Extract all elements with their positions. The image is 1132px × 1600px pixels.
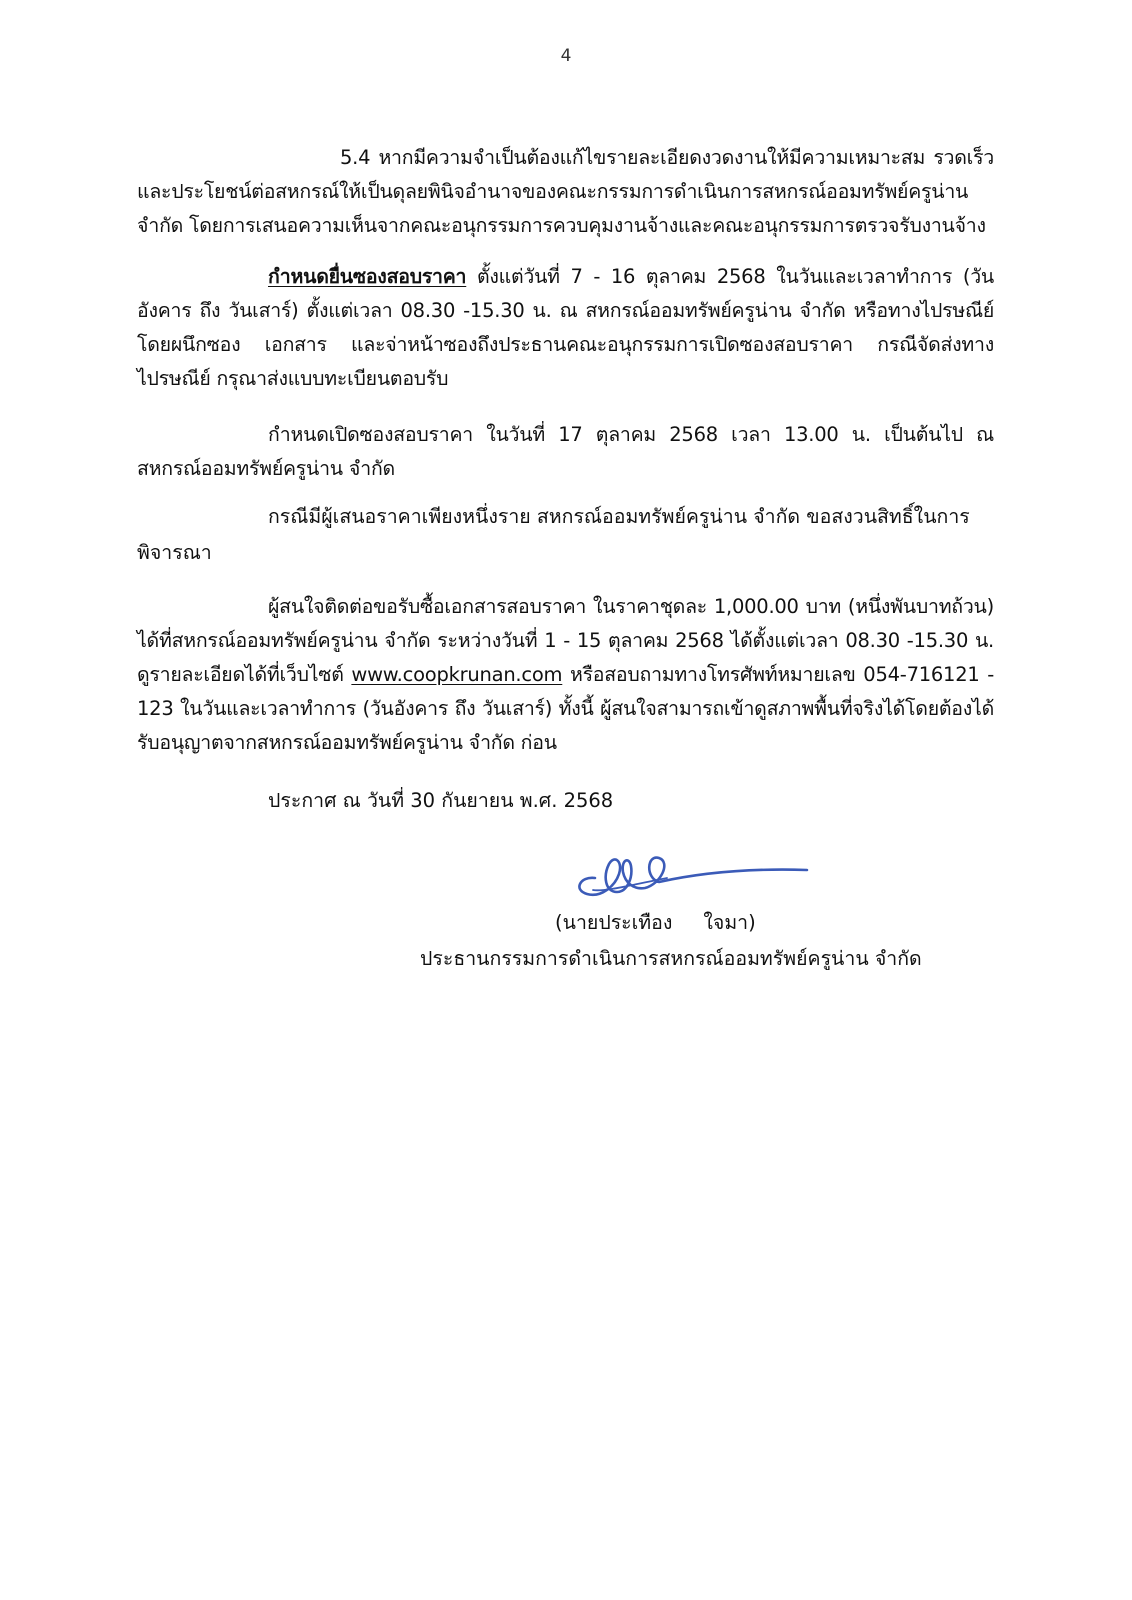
announcement-date: ประกาศ ณ วันที่ 30 กันยายน พ.ศ. 2568 xyxy=(268,789,614,812)
contact-paragraph xyxy=(137,590,994,760)
contact-text-before: ผู้สนใจติดต่อขอรับซื้อเอกสารสอบราคา ในราคาชุดละ 1,000.00 บาท (หนึ่งพันบาทถ้วน) ได้ที่สหกรณ์ออมทรัพย์ครูน่าน จำกัด ระหว่างวันที่ 1 - 15 ตุลาคม 2568 ได้ตั้งแต่เวลา 08.30 -15.30 น. ดูรายละเอียดได้ที่เว็บไซต์ xyxy=(137,595,994,686)
opening-paragraph: กำหนดเปิดซองสอบราคา ในวันที่ 17 ตุลาคม 2568 เวลา 13.00 น. เป็นต้นไป ณ สหกรณ์ออมทรัพย์ครูน่าน จำกัด xyxy=(137,423,994,480)
single-bidder-line-2: พิจารณา xyxy=(137,541,212,564)
submission-paragraph xyxy=(137,260,994,396)
single-bidder-line-1: กรณีมีผู้เสนอราคาเพียงหนึ่งราย สหกรณ์ออมทรัพย์ครูน่าน จำกัด ขอสงวนสิทธิ์ในการ xyxy=(268,505,970,528)
website-link[interactable]: www.coopkrunan.com xyxy=(351,663,563,686)
submission-text: ตั้งแต่วันที่ 7 - 16 ตุลาคม 2568 ในวันและเวลาทำการ (วันอังคาร ถึง วันเสาร์) ตั้งแต่เวลา 08.30 -15.30 น. ณ สหกรณ์ออมทรัพย์ครูน่าน จำกัด หรือทางไปรษณีย์ โดยผนึกซอง เอกสาร และจ่าหน้าซองถึงประธานคณะอนุกรรมการเปิดซองสอบราคา กรณีจัดส่งทางไปรษณีย์ กรุณาส่งแบบทะเบียนตอบรับ xyxy=(137,265,994,390)
signatory-name: (นายประเทือง ใจมา) xyxy=(555,911,756,934)
section-5-4-paragraph: 5.4 หากมีความจำเป็นต้องแก้ไขรายละเอียดงวดงานให้มีความเหมาะสม รวดเร็ว และประโยชน์ต่อสหกรณ์ให้เป็นดุลยพินิจอำนาจของคณะกรรมการดำเนินการสหกรณ์ออมทรัพย์ครูน่าน จำกัด โดยการเสนอความเห็นจากคณะอนุกรรมการควบคุมงานจ้างและคณะอนุกรรมการตรวจรับงานจ้าง xyxy=(137,146,994,237)
contact-text-after: หรือสอบถามทางโทรศัพท์หมายเลข 054-716121 - 123 ในวันและเวลาทำการ (วันอังคาร ถึง วันเสาร์) ทั้งนี้ ผู้สนใจสามารถเข้าดูสภาพพื้นที่จริงได้โดยต้องได้รับอนุญาตจากสหกรณ์ออมทรัพย์ครูน่าน จำกัด ก่อน xyxy=(137,663,994,754)
page-number: 4 xyxy=(560,46,572,66)
signatory-title: ประธานกรรมการดำเนินการสหกรณ์ออมทรัพย์ครูน่าน จำกัด xyxy=(420,947,922,970)
submission-heading: กำหนดยื่นซองสอบราคา xyxy=(268,265,467,288)
signature-image xyxy=(575,848,810,908)
